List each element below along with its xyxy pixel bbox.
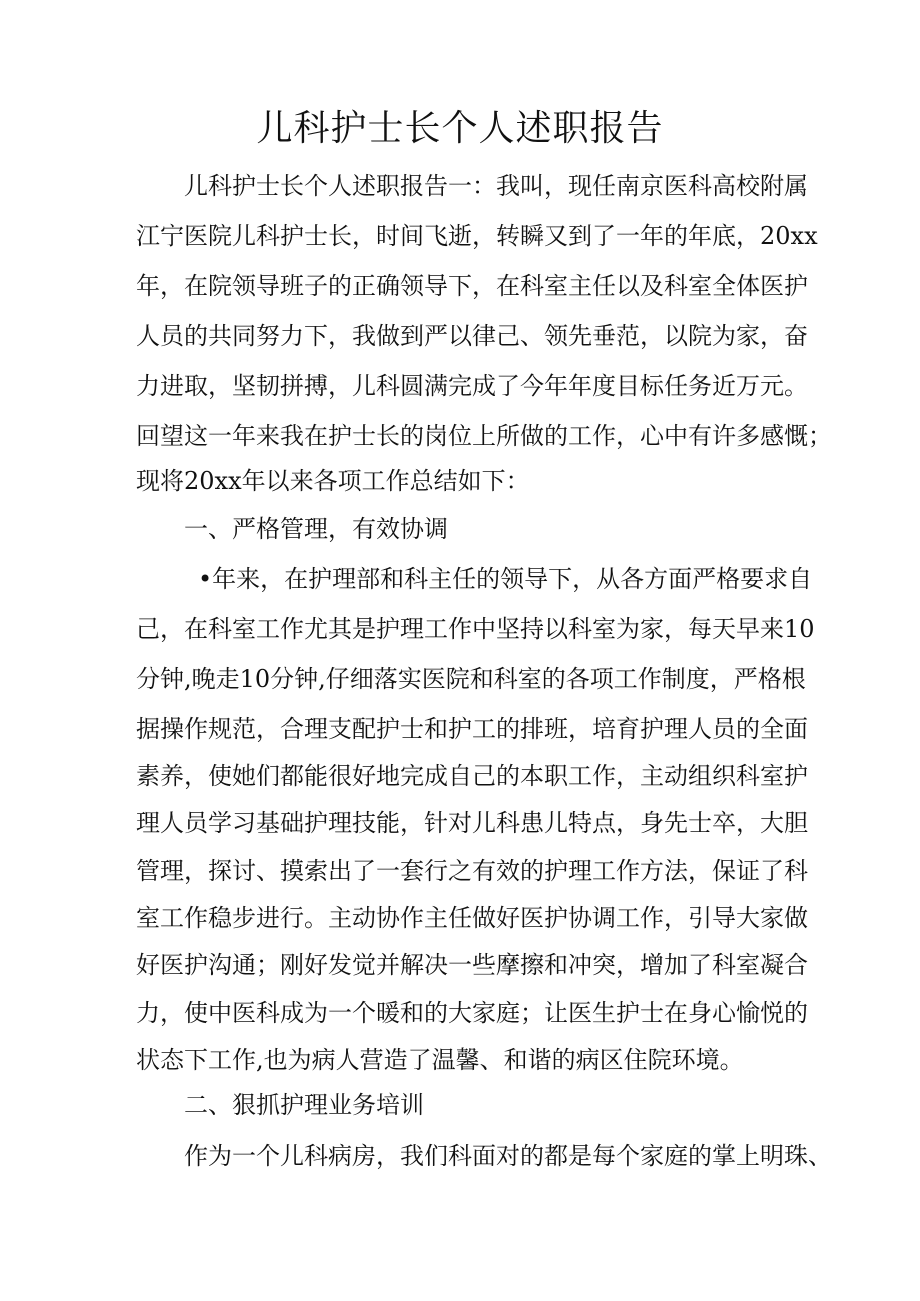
document-title: 儿科护士长个人述职报告 — [256, 108, 664, 149]
paragraph-line: 作为一个儿科病房，我们科面对的都是每个家庭的掌上明珠、 — [184, 1142, 832, 1170]
paragraph-line: 管理，探讨、摸索出了一套行之有效的护理工作方法，保证了科 — [136, 857, 808, 885]
paragraph-line: 素养，使她们都能很好地完成自己的本职工作，主动组织科室护 — [136, 762, 808, 790]
paragraph-line: 己，在科室工作尤其是护理工作中坚持以科室为家，每天早来10 — [136, 615, 815, 643]
paragraph-line: 回望这一年来我在护士长的岗位上所做的工作，心中有许多感慨； — [136, 422, 832, 450]
section-heading: 二、狠抓护理业务培训 — [184, 1091, 424, 1119]
paragraph-line: 力进取，坚韧拼搏，儿科圆满完成了今年年度目标任务近万元。 — [136, 372, 808, 400]
paragraph-line: 理人员学习基础护理技能，针对儿科患儿特点，身先士卒，大胆 — [136, 809, 808, 837]
paragraph-line: 年，在院领导班子的正确领导下，在科室主任以及科室全体医护 — [136, 272, 808, 300]
paragraph-line: 据操作规范，合理支配护士和护工的排班，培育护理人员的全面 — [136, 715, 808, 743]
paragraph-line: 好医护沟通；刚好发觉并解决一些摩擦和冲突，增加了科室凝合 — [136, 951, 808, 979]
paragraph-line: 状态下工作,也为病人营造了温馨、和谐的病区住院环境。 — [136, 1046, 744, 1074]
paragraph-line: 儿科护士长个人述职报告一：我叫，现任南京医科高校附属 — [184, 172, 808, 200]
paragraph-line: 人员的共同努力下，我做到严以律己、领先垂范，以院为家，奋 — [136, 322, 808, 350]
paragraph-line: 力，使中医科成为一个暖和的大家庭；让医生护士在身心愉悦的 — [136, 999, 808, 1027]
paragraph-line: •年来，在护理部和科主任的领导下，从各方面严格要求自 — [198, 565, 813, 593]
paragraph-line: 江宁医院儿科护士长，时间飞逝，转瞬又到了一年的年底，20xx — [136, 222, 818, 250]
section-heading: 一、严格管理，有效协调 — [184, 515, 448, 543]
paragraph-line: 室工作稳步进行。主动协作主任做好医护协调工作，引导大家做 — [136, 904, 808, 932]
paragraph-line: 分钟,晚走10分钟,仔细落实医院和科室的各项工作制度，严格根 — [136, 665, 806, 693]
paragraph-line: 现将20xx年以来各项工作总结如下： — [136, 467, 530, 495]
